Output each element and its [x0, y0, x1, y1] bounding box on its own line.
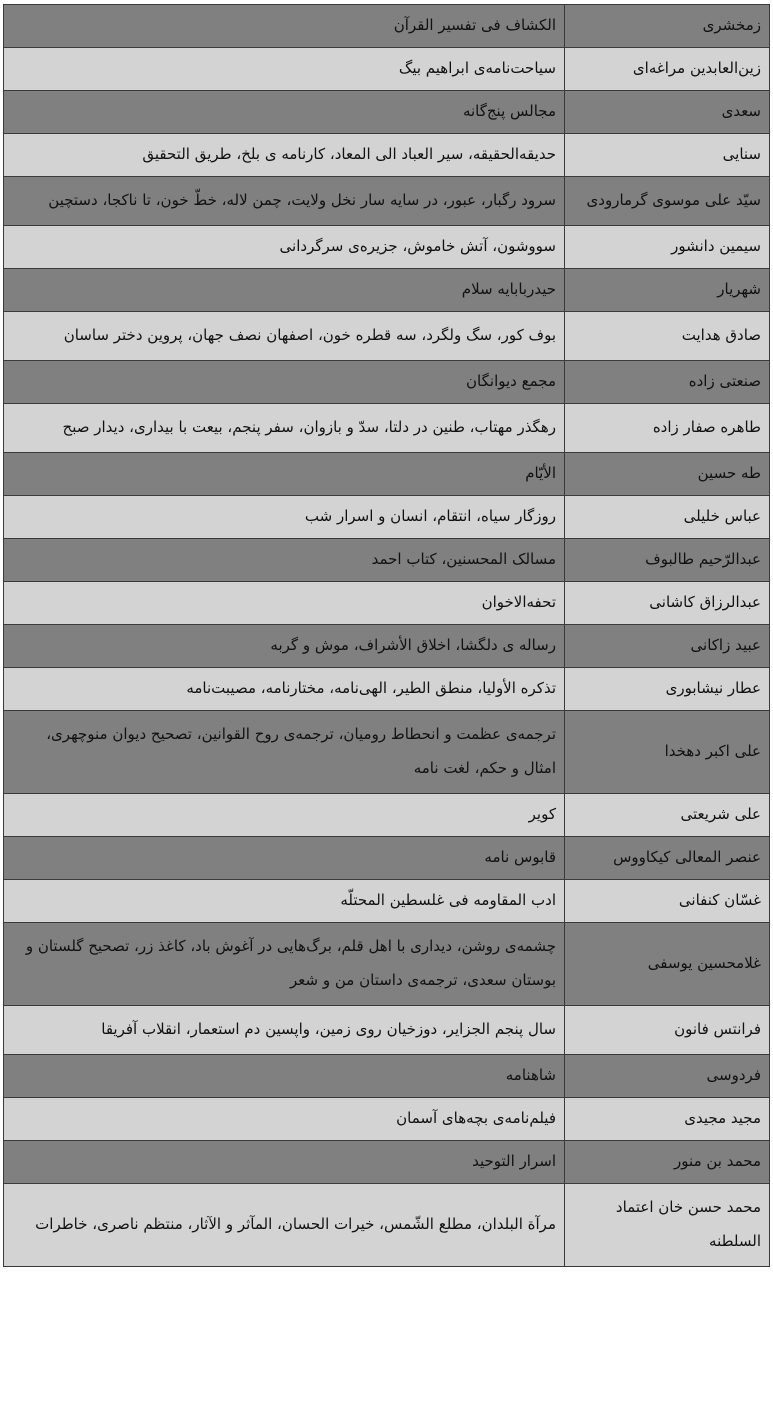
- table-row: [4, 1006, 770, 1055]
- table-row: [4, 1141, 770, 1184]
- works-cell: مجالس پنج‌گانه: [4, 91, 565, 134]
- table-row: [4, 1098, 770, 1141]
- works-cell: چشمه‌ی روشن، دیداری با اهل قلم، برگ‌هایی در آغوش باد، کاغذ زر، تصحیح گلستان و بوستان سعدی، ترجمه‌ی داستان من و شعر: [4, 923, 565, 1006]
- table-row: [4, 582, 770, 625]
- works-cell: تحفه‌الاخوان: [4, 582, 565, 625]
- author-cell: فردوسی: [565, 1055, 770, 1098]
- author-cell: علی شریعتی: [565, 794, 770, 837]
- author-cell: عنصر المعالی کیکاووس: [565, 837, 770, 880]
- author-cell: محمد حسن خان اعتماد السلطنه: [565, 1184, 770, 1267]
- table-row: [4, 923, 770, 1006]
- author-cell: طه حسین: [565, 453, 770, 496]
- author-cell: طاهره صفار زاده: [565, 404, 770, 453]
- author-cell: شهریار: [565, 269, 770, 312]
- author-cell: زمخشری: [565, 5, 770, 48]
- works-cell: سووشون، آتش خاموش، جزیره‌ی سرگردانی: [4, 226, 565, 269]
- works-cell: الأيّام: [4, 453, 565, 496]
- works-cell: حدیقه‌الحقیقه، سیر العباد الی المعاد، کارنامه ی بلخ، طریق التحقیق: [4, 134, 565, 177]
- table-row: [4, 177, 770, 226]
- works-cell: شاهنامه: [4, 1055, 565, 1098]
- author-cell: زین‌العابدین مراغه‌ای: [565, 48, 770, 91]
- works-cell: الکشاف فی تفسیر القرآن: [4, 5, 565, 48]
- works-cell: اسرار التوحید: [4, 1141, 565, 1184]
- table-row: [4, 539, 770, 582]
- author-cell: غلامحسین یوسفی: [565, 923, 770, 1006]
- author-cell: سنایی: [565, 134, 770, 177]
- table-row: [4, 453, 770, 496]
- table-row: [4, 794, 770, 837]
- works-cell: ترجمه‌ی عظمت و انحطاط رومیان، ترجمه‌ی روح القوانین، تصحیح دیوان منوچهری، امثال و حکم، لغت نامه: [4, 711, 565, 794]
- table-row: [4, 226, 770, 269]
- author-cell: عبید زاکانی: [565, 625, 770, 668]
- works-cell: سیاحت‌نامه‌ی ابراهیم بیگ: [4, 48, 565, 91]
- table-row: [4, 668, 770, 711]
- table-row: [4, 48, 770, 91]
- author-cell: عطار نیشابوری: [565, 668, 770, 711]
- author-cell: عبدالرزاق کاشانی: [565, 582, 770, 625]
- works-cell: سال پنجم الجزایر، دوزخیان روی زمین، واپسین دم استعمار، انقلاب آفریقا: [4, 1006, 565, 1055]
- works-cell: سرود رگبار، عبور، در سایه سار نخل ولایت، چمن لاله، خطّ خون، تا ناکجا، دستچین: [4, 177, 565, 226]
- works-cell: رساله ی دلگشا، اخلاق الأشراف، موش و گربه: [4, 625, 565, 668]
- works-cell: بوف کور، سگ ولگرد، سه قطره خون، اصفهان نصف جهان، پروین دختر ساسان: [4, 312, 565, 361]
- works-cell: رهگذر مهتاب، طنین در دلتا، سدّ و بازوان، سفر پنجم، بیعت با بیداری، دیدار صبح: [4, 404, 565, 453]
- table-row: [4, 1055, 770, 1098]
- works-cell: حیدربابایه سلام: [4, 269, 565, 312]
- author-cell: مجید مجیدی: [565, 1098, 770, 1141]
- author-cell: فرانتس فانون: [565, 1006, 770, 1055]
- table-row: [4, 837, 770, 880]
- author-cell: سیمین دانشور: [565, 226, 770, 269]
- table-row: [4, 91, 770, 134]
- table-row: [4, 880, 770, 923]
- author-cell: سعدی: [565, 91, 770, 134]
- table-body: [4, 5, 770, 1267]
- works-cell: فیلم‌نامه‌ی بچه‌های آسمان: [4, 1098, 565, 1141]
- table-row: [4, 134, 770, 177]
- table-row: [4, 1184, 770, 1267]
- author-cell: صادق هدایت: [565, 312, 770, 361]
- works-cell: روزگار سیاه، انتقام، انسان و اسرار شب: [4, 496, 565, 539]
- table-row: [4, 269, 770, 312]
- works-cell: مسالک المحسنین، کتاب احمد: [4, 539, 565, 582]
- author-cell: علی اکبر دهخدا: [565, 711, 770, 794]
- author-cell: محمد بن منور: [565, 1141, 770, 1184]
- table-row: [4, 361, 770, 404]
- table-row: [4, 5, 770, 48]
- works-cell: قابوس نامه: [4, 837, 565, 880]
- table-row: [4, 711, 770, 794]
- works-cell: تذکره الأولیا، منطق الطیر، الهی‌نامه، مختارنامه، مصیبت‌نامه: [4, 668, 565, 711]
- table-row: [4, 496, 770, 539]
- works-cell: مجمع دیوانگان: [4, 361, 565, 404]
- works-cell: ادب المقاومه فی غلسطین المحتلّه: [4, 880, 565, 923]
- author-cell: غسّان کنفانی: [565, 880, 770, 923]
- works-cell: کویر: [4, 794, 565, 837]
- table-row: [4, 312, 770, 361]
- author-cell: صنعتی زاده: [565, 361, 770, 404]
- author-cell: عباس خلیلی: [565, 496, 770, 539]
- authors-works-table: [3, 4, 770, 1267]
- author-cell: سیّد علی موسوی گرمارودی: [565, 177, 770, 226]
- table-row: [4, 404, 770, 453]
- table-row: [4, 625, 770, 668]
- author-cell: عبدالرّحیم طالبوف: [565, 539, 770, 582]
- works-cell: مرآة البلدان، مطلع الشّمس، خیرات الحسان، المآثر و الآثار، منتظم ناصری، خاطرات: [4, 1184, 565, 1267]
